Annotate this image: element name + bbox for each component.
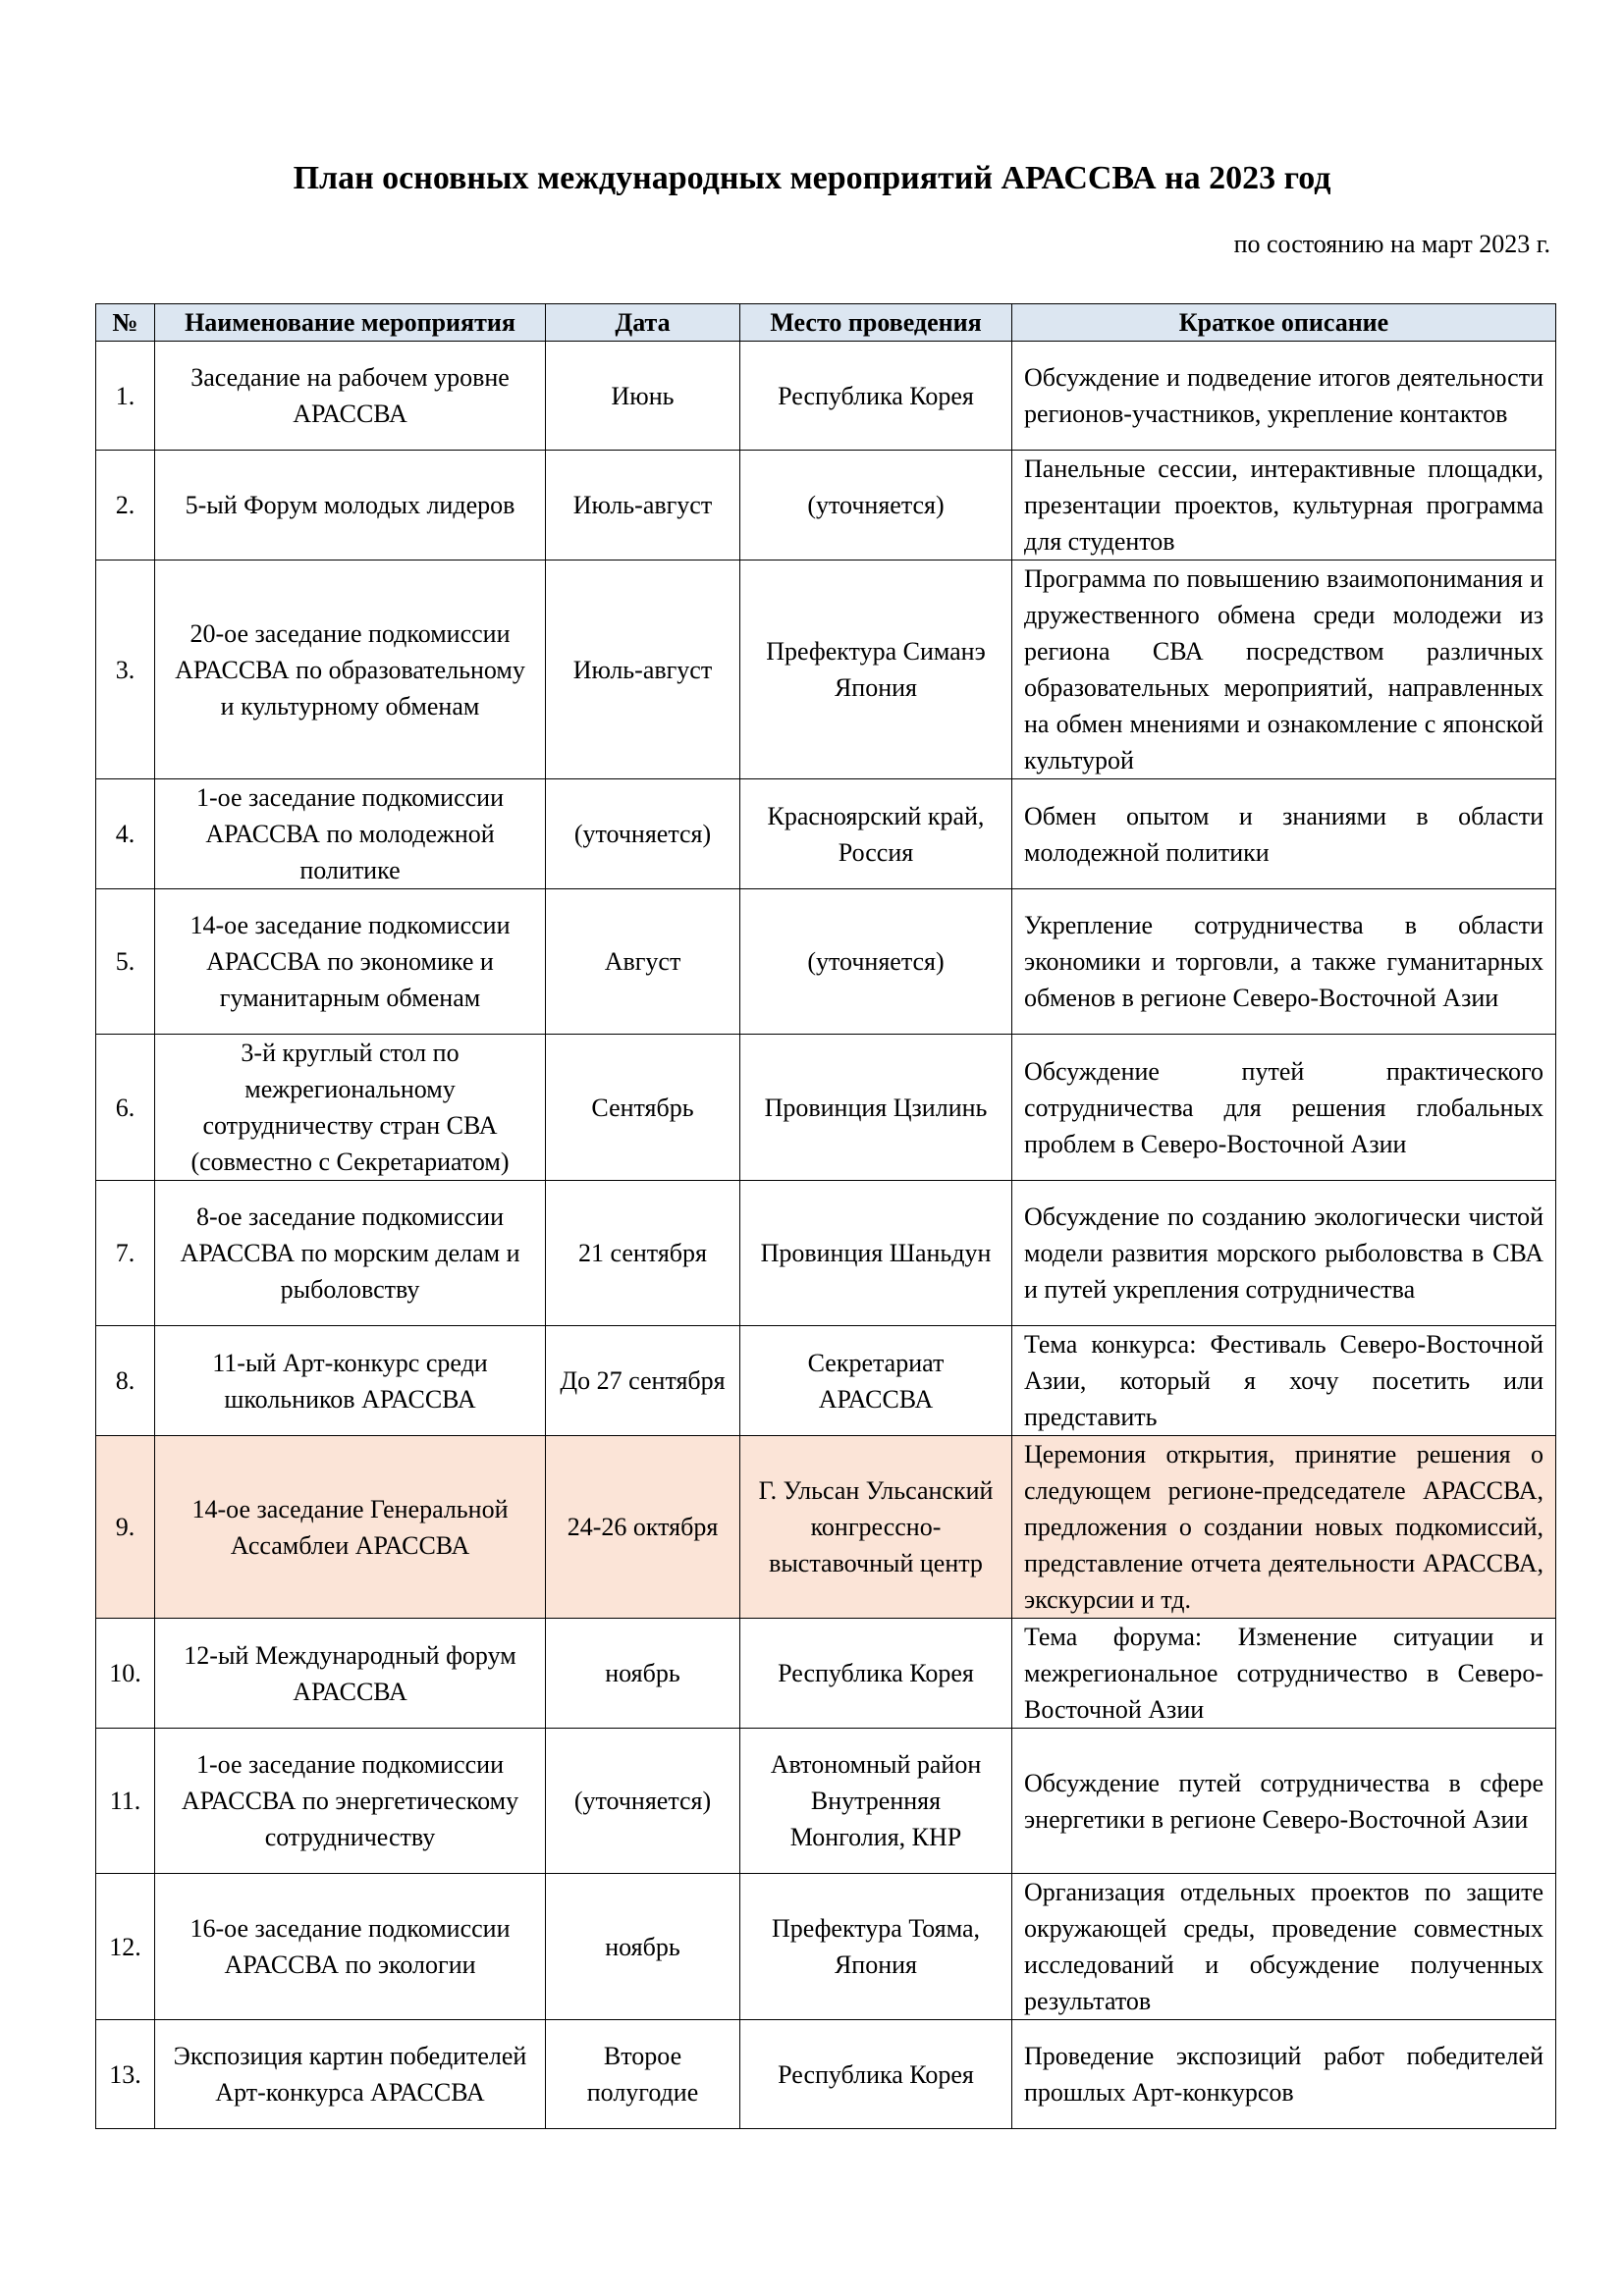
row-number: 5. [96,889,155,1035]
event-name: 20-ое заседание подкомиссии АРАССВА по образовательному и культурному обменам [155,561,546,779]
table-row [96,451,1556,561]
as-of-date: по состоянию на март 2023 г. [1233,230,1550,258]
row-number: 7. [96,1181,155,1326]
table-row [96,2020,1556,2129]
event-name: 1-ое заседание подкомиссии АРАССВА по энергетическому сотрудничеству [155,1729,546,1874]
event-date: До 27 сентября [546,1326,740,1436]
event-description: Обсуждение путей практического сотрудничества для решения глобальных проблем в Северо-Восточной Азии [1012,1035,1556,1181]
row-number: 13. [96,2020,155,2129]
event-place: Республика Корея [740,1619,1012,1729]
event-description: Программа по повышению взаимопонимания и дружественного обмена среди молодежи из региона СВА посредством различных образовательных мероприятий, направленных на обмен мнениями и ознакомление с японской культурой [1012,561,1556,779]
event-date: Июнь [546,342,740,451]
column-header-number: № [96,304,155,342]
event-name: 11-ый Арт-конкурс среди школьников АРАССВА [155,1326,546,1436]
event-date: 21 сентября [546,1181,740,1326]
event-date: Июль-август [546,451,740,561]
column-header-date: Дата [546,304,740,342]
table-row [96,561,1556,779]
event-date: (уточняется) [546,1729,740,1874]
column-header-description: Краткое описание [1012,304,1556,342]
event-place: Префектура Симанэ Япония [740,561,1012,779]
row-number: 8. [96,1326,155,1436]
event-date: ноябрь [546,1619,740,1729]
column-header-place: Место проведения [740,304,1012,342]
row-number: 1. [96,342,155,451]
event-name: 5-ый Форум молодых лидеров [155,451,546,561]
event-place: Провинция Цзилинь [740,1035,1012,1181]
event-name: Заседание на рабочем уровне АРАССВА [155,342,546,451]
event-description: Обсуждение и подведение итогов деятельности регионов-участников, укрепление контактов [1012,342,1556,451]
event-place: (уточняется) [740,451,1012,561]
event-name: 8-ое заседание подкомиссии АРАССВА по морским делам и рыболовству [155,1181,546,1326]
table-row [96,1181,1556,1326]
event-place: Секретариат АРАССВА [740,1326,1012,1436]
row-number: 10. [96,1619,155,1729]
event-description: Проведение экспозиций работ победителей прошлых Арт-конкурсов [1012,2020,1556,2129]
event-place: Республика Корея [740,342,1012,451]
table-row [96,1035,1556,1181]
event-name: Экспозиция картин победителей Арт-конкурса АРАССВА [155,2020,546,2129]
row-number: 4. [96,779,155,889]
event-description: Организация отдельных проектов по защите окружающей среды, проведение совместных исследований и обсуждение полученных результатов [1012,1874,1556,2020]
row-number: 11. [96,1729,155,1874]
event-description: Тема форума: Изменение ситуации и межрегиональное сотрудничество в Северо-Восточной Азии [1012,1619,1556,1729]
column-header-name: Наименование мероприятия [155,304,546,342]
table-row [96,1729,1556,1874]
row-number: 9. [96,1436,155,1619]
table-row [96,779,1556,889]
event-date: ноябрь [546,1874,740,2020]
event-date: (уточняется) [546,779,740,889]
table-row [96,1874,1556,2020]
event-description: Обмен опытом и знаниями в области молодежной политики [1012,779,1556,889]
page-title: План основных международных мероприятий АРАССВА на 2023 год [293,160,1331,196]
event-description: Тема конкурса: Фестиваль Северо-Восточной Азии, который я хочу посетить или представить [1012,1326,1556,1436]
event-place: Автономный район Внутренняя Монголия, КНР [740,1729,1012,1874]
event-date: 24-26 октября [546,1436,740,1619]
event-place: Красноярский край, Россия [740,779,1012,889]
event-place: Префектура Тояма, Япония [740,1874,1012,2020]
table-row [96,1619,1556,1729]
table-row [96,1436,1556,1619]
event-name: 3-й круглый стол по межрегиональному сотрудничеству стран СВА (совместно с Секретариатом) [155,1035,546,1181]
row-number: 2. [96,451,155,561]
event-place: Провинция Шаньдун [740,1181,1012,1326]
row-number: 6. [96,1035,155,1181]
event-place: Республика Корея [740,2020,1012,2129]
event-name: 12-ый Международный форум АРАССВА [155,1619,546,1729]
event-place: Г. Ульсан Ульсанский конгрессно-выставочный центр [740,1436,1012,1619]
row-number: 12. [96,1874,155,2020]
events-table [95,303,1556,2129]
event-date: Второе полугодие [546,2020,740,2129]
table-row [96,889,1556,1035]
event-description: Обсуждение путей сотрудничества в сфере энергетики в регионе Северо-Восточной Азии [1012,1729,1556,1874]
event-name: 14-ое заседание подкомиссии АРАССВА по экономике и гуманитарным обменам [155,889,546,1035]
event-place: (уточняется) [740,889,1012,1035]
table-header-row [96,304,1556,342]
event-description: Обсуждение по созданию экологически чистой модели развития морского рыболовства в СВА и путей укрепления сотрудничества [1012,1181,1556,1326]
event-description: Укрепление сотрудничества в области экономики и торговли, а также гуманитарных обменов в регионе Северо-Восточной Азии [1012,889,1556,1035]
event-name: 14-ое заседание Генеральной Ассамблеи АРАССВА [155,1436,546,1619]
event-name: 16-ое заседание подкомиссии АРАССВА по экологии [155,1874,546,2020]
event-date: Август [546,889,740,1035]
table-row [96,342,1556,451]
event-name: 1-ое заседание подкомиссии АРАССВА по молодежной политике [155,779,546,889]
row-number: 3. [96,561,155,779]
event-date: Сентябрь [546,1035,740,1181]
event-description: Панельные сессии, интерактивные площадки, презентации проектов, культурная программа для студентов [1012,451,1556,561]
table-row [96,1326,1556,1436]
event-date: Июль-август [546,561,740,779]
event-description: Церемония открытия, принятие решения о следующем регионе-председателе АРАССВА, предложения о создании новых подкомиссий, представление отчета деятельности АРАССВА, экскурсии и тд. [1012,1436,1556,1619]
